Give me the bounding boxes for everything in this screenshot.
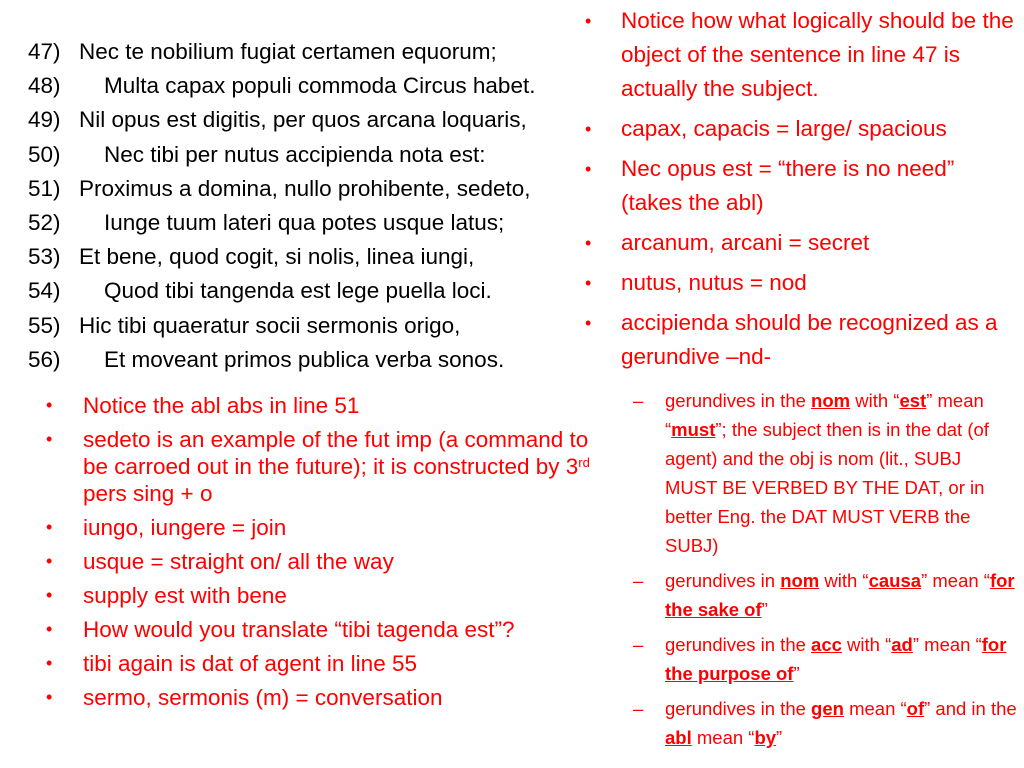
line-text: Et bene, quod cogit, si nolis, linea iungi, — [79, 244, 475, 270]
note-item — [46, 514, 606, 541]
subnote-text: ” — [761, 599, 768, 620]
line-text: Quod tibi tangenda est lege puella loci. — [104, 278, 492, 304]
keyword: nom — [780, 570, 820, 591]
keyword: must — [671, 419, 716, 440]
note-item — [46, 426, 606, 507]
bullet-icon: • — [585, 233, 592, 253]
note-item — [46, 548, 606, 575]
note-item — [46, 684, 606, 711]
dash-icon: – — [633, 634, 644, 655]
note-text: iungo, iungere = join — [83, 515, 287, 540]
bullet-icon: • — [46, 551, 53, 571]
line-number: 54) — [28, 278, 61, 304]
subnote-text: ”; the subject then is in the dat (of agent) and the obj is nom (lit., SUBJ MUST BE VERBED BY THE DAT, or in better Eng. the DAT MUST VERB the SUBJ) — [665, 419, 989, 556]
grammar-notes-right — [585, 4, 1017, 380]
note-item — [46, 582, 606, 609]
keyword: acc — [811, 634, 842, 655]
subnote-text: gerundives in the — [665, 390, 812, 411]
note-item — [46, 650, 606, 677]
note-item — [585, 4, 1017, 106]
subnote-text: with “ — [841, 634, 892, 655]
note-text: tibi again is dat of agent in line 55 — [83, 651, 417, 676]
keyword: gen — [811, 698, 844, 719]
keyword: for the sake of — [665, 570, 1015, 620]
subnote-text: ” mean “ — [921, 570, 990, 591]
line-text: Et moveant primos publica verba sonos. — [104, 346, 505, 372]
subnote-text: with “ — [819, 570, 869, 591]
poem-line — [28, 172, 608, 206]
subnote-text: mean “ — [843, 698, 907, 719]
line-number: 52) — [28, 209, 61, 235]
note-item — [585, 266, 1017, 300]
bullet-icon: • — [46, 429, 53, 449]
poem-line — [28, 138, 608, 172]
line-text: Nec tibi per nutus accipienda nota est: — [104, 141, 486, 167]
bullet-icon: • — [46, 585, 53, 605]
note-item — [585, 226, 1017, 260]
note-text: supply est with bene — [83, 583, 287, 608]
line-number: 47) — [28, 39, 61, 64]
bullet-icon: • — [46, 517, 53, 537]
poem-line — [28, 240, 608, 274]
line-number: 51) — [28, 175, 61, 201]
note-text: capax, capacis = large/ spacious — [621, 116, 947, 141]
note-text: accipienda should be recognized as a gerundive –nd- — [621, 310, 998, 369]
bullet-icon: • — [585, 11, 592, 31]
line-text: Proximus a domina, nullo prohibente, sedeto, — [79, 175, 531, 201]
line-text: Hic tibi quaeratur socii sermonis origo, — [79, 312, 461, 338]
note-item — [585, 152, 1017, 220]
note-text: arcanum, arcani = secret — [621, 230, 870, 255]
bullet-icon: • — [585, 313, 592, 333]
bullet-icon: • — [585, 159, 592, 179]
note-text: Notice the abl abs in line 51 — [83, 393, 360, 418]
note-text: Notice how what logically should be the object of the sentence in line 47 is actually the subject. — [621, 8, 1014, 101]
poem-line — [28, 103, 608, 137]
line-number: 49) — [28, 107, 61, 133]
line-text: Multa capax populi commoda Circus habet. — [104, 73, 536, 99]
line-text: Nil opus est digitis, per quos arcana loquaris, — [79, 107, 527, 133]
poem-line — [28, 206, 608, 240]
line-number: 53) — [28, 244, 61, 270]
note-item — [585, 112, 1017, 146]
keyword: nom — [811, 390, 851, 411]
dash-icon: – — [633, 698, 644, 719]
gerundive-subnotes — [633, 386, 1018, 758]
poem-line — [28, 274, 608, 308]
subnote-text: ” mean “ — [912, 634, 982, 655]
line-number: 56) — [28, 346, 61, 372]
subnote-text: gerundives in — [665, 570, 781, 591]
poem-line — [28, 309, 608, 343]
subnote-text: gerundives in the — [665, 698, 812, 719]
note-text: sedeto is an example of the fut imp (a command to be carroed out in the future); it is constructed by 3 — [83, 427, 589, 479]
note-text: usque = straight on/ all the way — [83, 549, 394, 574]
bullet-icon: • — [46, 687, 53, 707]
note-text: Nec opus est = “there is no need” (takes the abl) — [621, 156, 955, 215]
line-text: Iunge tuum lateri qua potes usque latus; — [104, 209, 505, 235]
bullet-icon: • — [46, 653, 53, 673]
subnote-text: gerundives in the — [665, 634, 812, 655]
poem-line — [28, 35, 608, 69]
latin-poem — [28, 35, 608, 377]
subnote-text: with “ — [850, 390, 900, 411]
note-text: How would you translate “tibi tagenda est”? — [83, 617, 515, 642]
line-number: 48) — [28, 73, 61, 99]
note-text: nutus, nutus = nod — [621, 270, 807, 295]
grammar-notes-left — [46, 392, 606, 718]
subnote-text: ” and in the — [924, 698, 1017, 719]
bullet-icon: • — [46, 619, 53, 639]
keyword: for the purpose of — [665, 634, 1007, 684]
subnote-text: ” — [776, 727, 783, 748]
note-item — [46, 392, 606, 419]
keyword: ad — [891, 634, 913, 655]
bullet-icon: • — [585, 273, 592, 293]
subnote-item — [633, 694, 1018, 752]
subnote-item — [633, 630, 1018, 688]
keyword: of — [906, 698, 925, 719]
note-item — [46, 616, 606, 643]
note-text-end: pers sing + o — [83, 481, 213, 506]
keyword: abl — [665, 727, 692, 748]
keyword: by — [754, 727, 777, 748]
subnote-text: ” mean “ — [665, 390, 984, 440]
subnote-item — [633, 386, 1018, 560]
note-text: sermo, sermonis (m) = conversation — [83, 685, 443, 710]
subnote-text: ” — [793, 663, 800, 684]
dash-icon: – — [633, 390, 644, 411]
dash-icon: – — [633, 570, 644, 591]
keyword: est — [899, 390, 927, 411]
poem-line — [28, 69, 608, 103]
note-item — [585, 306, 1017, 374]
line-number: 55) — [28, 312, 61, 338]
keyword: causa — [868, 570, 922, 591]
line-number: 50) — [28, 141, 61, 167]
poem-line — [28, 343, 608, 377]
ordinal-suffix: rd — [578, 455, 590, 470]
subnote-text: mean “ — [691, 727, 755, 748]
bullet-icon: • — [46, 395, 53, 415]
subnote-item — [633, 566, 1018, 624]
bullet-icon: • — [585, 119, 592, 139]
line-text: Nec te nobilium fugiat certamen equorum; — [79, 39, 497, 64]
